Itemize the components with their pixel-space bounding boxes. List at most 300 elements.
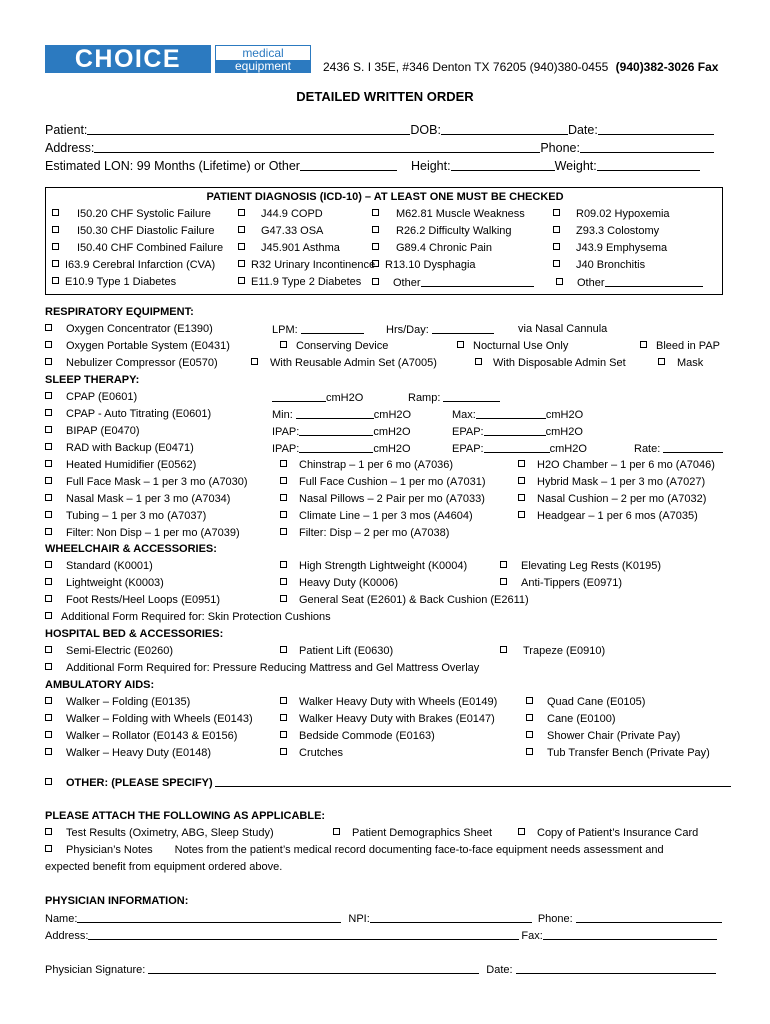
bed-additional-form-option[interactable] xyxy=(45,662,479,675)
checkbox[interactable] xyxy=(553,260,560,267)
option-label: I50.20 CHF Systolic Failure xyxy=(77,208,211,220)
ambulatory-option[interactable] xyxy=(526,730,680,743)
checkbox[interactable] xyxy=(45,845,52,852)
checkbox[interactable] xyxy=(52,260,59,267)
date-label: Date: xyxy=(567,123,598,137)
weight-field[interactable] xyxy=(597,160,700,171)
option-label: Walker – Folding (E0135) xyxy=(66,696,191,708)
checkbox[interactable] xyxy=(280,731,287,738)
ramp-field[interactable] xyxy=(443,391,500,402)
option-label: Z93.3 Colostomy xyxy=(576,225,660,237)
option-label: With Disposable Admin Set xyxy=(493,357,626,369)
option-label: Heated Humidifier (E0562) xyxy=(66,459,197,471)
ambulatory-option[interactable] xyxy=(280,696,497,709)
notes-description: Notes from the patient’s medical record documenting face-to-face equipment needs assessment and xyxy=(174,844,664,856)
sleep-supply-option[interactable] xyxy=(45,493,230,506)
checkbox[interactable] xyxy=(45,697,52,704)
option-label: Walker Heavy Duty with Brakes (E0147) xyxy=(299,713,495,725)
checkbox[interactable] xyxy=(280,494,287,501)
option-label: Oxygen Portable System (E0431) xyxy=(66,340,230,352)
option-label: Other xyxy=(393,277,421,289)
checkbox[interactable] xyxy=(45,528,52,535)
unit-label: cmH2O xyxy=(545,426,583,438)
diagnosis-option[interactable] xyxy=(238,242,340,255)
option-label: Bedside Commode (E0163) xyxy=(299,730,435,742)
physician-signature-row xyxy=(45,963,716,977)
option-label: J40 Bronchitis xyxy=(576,259,646,271)
option-label: Walker – Rollator (E0143 & E0156) xyxy=(66,730,238,742)
demographics-option[interactable] xyxy=(333,827,492,840)
option-label: Walker – Folding with Wheels (E0143) xyxy=(66,713,253,725)
checkbox[interactable] xyxy=(280,561,287,568)
checkbox[interactable] xyxy=(553,226,560,233)
option-label: E11.9 Type 2 Diabetes xyxy=(251,276,362,288)
via-nasal-cannula-text: via Nasal Cannula xyxy=(518,323,608,335)
option-label: Full Face Mask – 1 per 3 mo (A7030) xyxy=(66,476,248,488)
option-label: R32 Urinary Incontinence xyxy=(251,259,376,271)
wheelchair-option[interactable] xyxy=(280,560,467,573)
bipap-option[interactable] xyxy=(45,425,140,438)
sleep-supply-option[interactable] xyxy=(45,527,240,540)
semi-electric-option[interactable] xyxy=(45,645,173,658)
option-label: R09.02 Hypoxemia xyxy=(576,208,670,220)
checkbox[interactable] xyxy=(45,341,52,348)
unit-label: cmH2O xyxy=(373,409,412,421)
checkbox[interactable] xyxy=(45,646,52,653)
other-specify-row xyxy=(45,776,731,790)
checkbox[interactable] xyxy=(52,243,59,250)
diagnosis-option[interactable] xyxy=(238,276,361,289)
checkbox[interactable] xyxy=(45,358,52,365)
diagnosis-option[interactable] xyxy=(553,242,667,255)
insurance-card-option[interactable] xyxy=(518,827,698,840)
checkbox[interactable] xyxy=(45,748,52,755)
checkbox[interactable] xyxy=(280,697,287,704)
checkbox[interactable] xyxy=(52,226,59,233)
checkbox[interactable] xyxy=(372,243,379,250)
option-label: Lightweight (K0003) xyxy=(66,577,164,589)
test-results-option[interactable] xyxy=(45,827,274,840)
max-row xyxy=(452,408,583,422)
company-logo xyxy=(45,45,311,73)
option-label: Additional Form Required for: Pressure Reducing Mattress and Gel Mattress Overlay xyxy=(66,662,480,674)
checkbox[interactable] xyxy=(45,426,52,433)
checkbox[interactable] xyxy=(553,243,560,250)
checkbox[interactable] xyxy=(280,578,287,585)
checkbox[interactable] xyxy=(280,341,287,348)
ambulatory-option[interactable] xyxy=(45,747,211,760)
diagnosis-option[interactable] xyxy=(52,259,215,272)
checkbox[interactable] xyxy=(45,494,52,501)
checkbox[interactable] xyxy=(475,358,482,365)
height-field[interactable] xyxy=(451,160,555,171)
sleep-supply-option[interactable] xyxy=(518,459,715,472)
sleep-supply-option[interactable] xyxy=(280,493,485,506)
diagnosis-option[interactable] xyxy=(238,259,375,272)
patient-label: Patient: xyxy=(45,123,88,137)
option-label: J44.9 COPD xyxy=(261,208,323,220)
nocturnal-use-option[interactable] xyxy=(457,340,568,353)
option-label: Chinstrap – 1 per 6 mo (A7036) xyxy=(299,459,454,471)
wheelchair-additional-form-option[interactable] xyxy=(45,611,331,624)
notes-description-cont: expected benefit from equipment ordered above. xyxy=(45,861,283,873)
ambulatory-option[interactable] xyxy=(45,730,237,743)
signature-date-label: Date: xyxy=(486,964,513,976)
dob-label: DOB: xyxy=(410,123,441,137)
checkbox[interactable] xyxy=(333,828,340,835)
oxygen-concentrator-option[interactable] xyxy=(45,323,213,336)
sleep-supply-option[interactable] xyxy=(518,493,706,506)
lon-other-field[interactable] xyxy=(300,160,397,171)
option-label: Test Results (Oximetry, ABG, Sleep Study) xyxy=(66,827,274,839)
option-label: Climate Line – 1 per 3 mos (A4604) xyxy=(299,510,473,522)
address-field[interactable] xyxy=(94,142,540,153)
company-address-phone: 2436 S. I 35E, #346 Denton TX 76205 (940)380-0455 xyxy=(323,60,609,74)
wheelchair-option[interactable] xyxy=(280,594,529,607)
sleep-supply-option[interactable] xyxy=(518,510,698,523)
diagnosis-option[interactable] xyxy=(372,259,476,272)
ambulatory-option[interactable] xyxy=(280,730,435,743)
diagnosis-option[interactable] xyxy=(553,225,659,238)
checkbox[interactable] xyxy=(52,277,59,284)
checkbox[interactable] xyxy=(280,646,287,653)
phone-label: Phone: xyxy=(540,141,580,155)
phone-field[interactable] xyxy=(580,142,714,153)
sleep-supply-option[interactable] xyxy=(280,510,473,523)
npi-label: NPI: xyxy=(348,913,370,925)
physician-phone-label: Phone: xyxy=(537,913,573,925)
checkbox[interactable] xyxy=(526,731,533,738)
hospital-bed-heading: HOSPITAL BED & ACCESSORIES: xyxy=(45,628,224,640)
lpm-field[interactable] xyxy=(301,323,364,334)
sleep-supply-option[interactable] xyxy=(45,510,206,523)
option-label: Nasal Pillows – 2 Pair per mo (A7033) xyxy=(299,493,485,505)
diagnosis-option[interactable] xyxy=(553,259,645,272)
hrs-day-field[interactable] xyxy=(432,323,494,334)
address-label: Address: xyxy=(45,141,95,155)
diagnosis-option[interactable] xyxy=(372,208,525,221)
form-title: DETAILED WRITTEN ORDER xyxy=(296,89,474,104)
checkbox[interactable] xyxy=(518,477,525,484)
checkbox[interactable] xyxy=(238,277,245,284)
checkbox[interactable] xyxy=(372,209,379,216)
physician-name-row xyxy=(45,912,722,926)
checkbox[interactable] xyxy=(45,477,52,484)
physician-name-label: Name: xyxy=(45,913,78,925)
physician-address-field[interactable] xyxy=(88,929,519,940)
cpap-pressure-field[interactable] xyxy=(272,391,326,402)
checkbox[interactable] xyxy=(640,341,647,348)
ipap-field[interactable] xyxy=(299,425,373,436)
checkbox[interactable] xyxy=(372,278,379,285)
diagnosis-other-field[interactable] xyxy=(421,276,534,287)
unit-label: cmH2O xyxy=(545,409,584,421)
disposable-admin-option[interactable] xyxy=(475,357,626,370)
checkbox[interactable] xyxy=(238,243,245,250)
cpap-option[interactable] xyxy=(45,391,137,404)
option-label: High Strength Lightweight (K0004) xyxy=(299,560,468,572)
other-specify-field[interactable] xyxy=(215,776,731,787)
max-field[interactable] xyxy=(476,408,546,419)
signature-field[interactable] xyxy=(148,963,479,974)
bipap-ipap-row xyxy=(272,425,411,439)
checkbox[interactable] xyxy=(45,409,52,416)
wheelchair-option[interactable] xyxy=(45,560,153,573)
checkbox[interactable] xyxy=(52,209,59,216)
diagnosis-option[interactable] xyxy=(372,242,492,255)
diagnosis-option[interactable] xyxy=(372,225,512,238)
lpm-field-row xyxy=(272,323,364,337)
checkbox[interactable] xyxy=(45,392,52,399)
option-label: I63.9 Cerebral Infarction (CVA) xyxy=(65,259,216,271)
sleep-supply-option[interactable] xyxy=(280,527,449,540)
ramp-label: Ramp: xyxy=(408,392,441,404)
sleep-supply-option[interactable] xyxy=(45,476,248,489)
diagnosis-option[interactable] xyxy=(553,208,670,221)
option-label: Trapeze (E0910) xyxy=(523,645,606,657)
option-label: Foot Rests/Heel Loops (E0951) xyxy=(66,594,221,606)
option-label: Oxygen Concentrator (E1390) xyxy=(66,323,213,335)
unit-label: cmH2O xyxy=(373,443,411,455)
option-label: R13.10 Dysphagia xyxy=(385,259,476,271)
diagnosis-option[interactable] xyxy=(52,225,215,238)
rate-label: Rate: xyxy=(634,443,661,455)
option-label: General Seat (E2601) & Back Cushion (E2611) xyxy=(299,594,529,606)
epap-field[interactable] xyxy=(484,425,546,436)
option-label: Cane (E0100) xyxy=(547,713,616,725)
physician-name-field[interactable] xyxy=(77,912,341,923)
option-label: I50.30 CHF Diastolic Failure xyxy=(77,225,215,237)
min-row xyxy=(272,408,411,422)
diagnosis-title: PATIENT DIAGNOSIS (ICD-10) – AT LEAST ONE MUST BE CHECKED xyxy=(206,191,564,203)
checkbox[interactable] xyxy=(45,561,52,568)
checkbox[interactable] xyxy=(518,828,525,835)
checkbox[interactable] xyxy=(280,460,287,467)
patient-name-field[interactable] xyxy=(87,124,410,135)
checkbox[interactable] xyxy=(45,714,52,721)
cpap-pressure-row xyxy=(272,391,363,405)
option-label: G47.33 OSA xyxy=(261,225,324,237)
checkbox[interactable] xyxy=(45,578,52,585)
ipap-field[interactable] xyxy=(299,442,373,453)
checkbox[interactable] xyxy=(500,561,507,568)
checkbox[interactable] xyxy=(45,731,52,738)
wheelchair-option[interactable] xyxy=(45,577,164,590)
option-label: Conserving Device xyxy=(296,340,389,352)
checkbox[interactable] xyxy=(526,714,533,721)
unit-label: cmH2O xyxy=(326,392,364,404)
checkbox[interactable] xyxy=(280,714,287,721)
diagnosis-option[interactable] xyxy=(52,242,223,255)
ipap-label: IPAP: xyxy=(272,443,300,455)
physician-heading: PHYSICIAN INFORMATION: xyxy=(45,895,189,907)
physician-address-row xyxy=(45,929,717,943)
checkbox[interactable] xyxy=(280,511,287,518)
reusable-admin-option[interactable] xyxy=(251,357,437,370)
cpap-auto-option[interactable] xyxy=(45,408,211,421)
conserving-device-option[interactable] xyxy=(280,340,388,353)
npi-field[interactable] xyxy=(370,912,532,923)
diagnosis-option[interactable] xyxy=(238,208,323,221)
ipap-label: IPAP: xyxy=(272,426,300,438)
sleep-supply-option[interactable] xyxy=(45,459,196,472)
option-label: Full Face Cushion – 1 per mo (A7031) xyxy=(299,476,486,488)
logo-equipment-text: equipment xyxy=(216,60,310,73)
wheelchair-option[interactable] xyxy=(500,560,661,573)
option-label: Standard (K0001) xyxy=(66,560,153,572)
rad-epap-row xyxy=(452,442,587,456)
unit-label: cmH2O xyxy=(549,443,587,455)
checkbox[interactable] xyxy=(518,460,525,467)
sleep-supply-option[interactable] xyxy=(518,476,705,489)
checkbox[interactable] xyxy=(45,595,52,602)
checkbox[interactable] xyxy=(238,260,245,267)
option-label: CPAP - Auto Titrating (E0601) xyxy=(66,408,212,420)
option-label: Tubing – 1 per 3 mo (A7037) xyxy=(66,510,207,522)
rad-ipap-row xyxy=(272,442,411,456)
checkbox[interactable] xyxy=(457,341,464,348)
checkbox[interactable] xyxy=(526,748,533,755)
signature-date-field[interactable] xyxy=(516,963,716,974)
option-label: Headgear – 1 per 6 mos (A7035) xyxy=(537,510,698,522)
physician-phone-field[interactable] xyxy=(576,912,722,923)
sleep-supply-option[interactable] xyxy=(280,459,453,472)
option-label: Other xyxy=(577,277,605,289)
option-label: Filter: Disp – 2 per mo (A7038) xyxy=(299,527,450,539)
wheelchair-option[interactable] xyxy=(280,577,398,590)
bleed-in-pap-option[interactable] xyxy=(640,340,720,353)
physician-fax-label: Fax: xyxy=(521,930,543,942)
physician-notes-option[interactable] xyxy=(45,844,664,857)
ambulatory-option[interactable] xyxy=(280,713,495,726)
ambulatory-heading: AMBULATORY AIDS: xyxy=(45,679,155,691)
option-label: Bleed in PAP xyxy=(656,340,721,352)
diagnosis-option[interactable] xyxy=(52,276,176,289)
option-label: H2O Chamber – 1 per 6 mo (A7046) xyxy=(537,459,715,471)
ramp-row xyxy=(408,391,500,405)
option-label: Tub Transfer Bench (Private Pay) xyxy=(547,747,710,759)
checkbox[interactable] xyxy=(500,646,507,653)
signature-label: Physician Signature: xyxy=(45,964,146,976)
epap-field[interactable] xyxy=(484,442,550,453)
rate-field[interactable] xyxy=(663,442,723,453)
diagnosis-option[interactable] xyxy=(238,225,323,238)
checkbox[interactable] xyxy=(238,209,245,216)
checkbox[interactable] xyxy=(526,697,533,704)
patient-lift-option[interactable] xyxy=(280,645,393,658)
option-label: Additional Form Required for: Skin Protection Cushions xyxy=(61,611,331,623)
checkbox[interactable] xyxy=(45,324,52,331)
ambulatory-option[interactable] xyxy=(45,696,190,709)
dob-field[interactable] xyxy=(441,124,568,135)
option-label: G89.4 Chronic Pain xyxy=(396,242,492,254)
epap-label: EPAP: xyxy=(452,426,484,438)
physician-fax-field[interactable] xyxy=(543,929,717,940)
option-label: E10.9 Type 1 Diabetes xyxy=(65,276,177,288)
checkbox[interactable] xyxy=(518,494,525,501)
lon-label: Estimated LON: 99 Months (Lifetime) or Other xyxy=(45,159,300,173)
option-label: Nocturnal Use Only xyxy=(473,340,569,352)
ambulatory-option[interactable] xyxy=(526,713,616,726)
option-label: M62.81 Muscle Weakness xyxy=(396,208,525,220)
checkbox[interactable] xyxy=(280,477,287,484)
ambulatory-option[interactable] xyxy=(526,747,710,760)
patient-lon-row xyxy=(45,159,700,174)
checkbox[interactable] xyxy=(45,612,52,619)
checkbox[interactable] xyxy=(280,595,287,602)
respiratory-heading: RESPIRATORY EQUIPMENT: xyxy=(45,306,194,318)
checkbox[interactable] xyxy=(518,511,525,518)
company-fax: (940)382-3026 Fax xyxy=(615,60,719,74)
option-label: R26.2 Difficulty Walking xyxy=(396,225,512,237)
diagnosis-option[interactable] xyxy=(52,208,211,221)
ambulatory-option[interactable] xyxy=(280,747,343,760)
option-label: RAD with Backup (E0471) xyxy=(66,442,194,454)
date-field[interactable] xyxy=(598,124,714,135)
option-label: CPAP (E0601) xyxy=(66,391,138,403)
checkbox[interactable] xyxy=(45,511,52,518)
checkbox[interactable] xyxy=(251,358,258,365)
physician-address-label: Address: xyxy=(45,930,89,942)
rad-option[interactable] xyxy=(45,442,194,455)
sleep-therapy-heading: SLEEP THERAPY: xyxy=(45,374,140,386)
patient-name-row xyxy=(45,123,714,138)
checkbox[interactable] xyxy=(553,209,560,216)
diagnosis-option[interactable] xyxy=(556,276,703,290)
checkbox[interactable] xyxy=(556,278,563,285)
unit-label: cmH2O xyxy=(373,426,411,438)
min-label: Min: xyxy=(272,409,293,421)
option-label: Anti-Tippers (E0971) xyxy=(521,577,623,589)
weight-label: Weight: xyxy=(554,159,597,173)
min-field[interactable] xyxy=(296,408,374,419)
logo-medical-text: medical xyxy=(242,46,284,60)
diagnosis-option[interactable] xyxy=(372,276,534,290)
checkbox[interactable] xyxy=(45,663,52,670)
option-label: Quad Cane (E0105) xyxy=(547,696,646,708)
ambulatory-option[interactable] xyxy=(526,696,645,709)
sleep-supply-option[interactable] xyxy=(280,476,485,489)
checkbox[interactable] xyxy=(45,460,52,467)
company-address xyxy=(323,60,718,74)
option-label: BIPAP (E0470) xyxy=(66,425,140,437)
logo-medical-equipment xyxy=(215,45,311,73)
oxygen-portable-option[interactable] xyxy=(45,340,230,353)
checkbox[interactable] xyxy=(280,748,287,755)
ambulatory-option[interactable] xyxy=(45,713,253,726)
mask-option[interactable] xyxy=(658,357,703,370)
option-label: Nebulizer Compressor (E0570) xyxy=(66,357,218,369)
checkbox[interactable] xyxy=(280,528,287,535)
checkbox[interactable] xyxy=(238,226,245,233)
checkbox[interactable] xyxy=(45,828,52,835)
diagnosis-other-field[interactable] xyxy=(605,276,703,287)
checkbox[interactable] xyxy=(500,578,507,585)
checkbox[interactable] xyxy=(372,260,379,267)
checkbox[interactable] xyxy=(45,443,52,450)
checkbox[interactable] xyxy=(372,226,379,233)
trapeze-option[interactable] xyxy=(500,645,605,658)
other-label: OTHER: (PLEASE SPECIFY) xyxy=(66,777,213,789)
height-label: Height: xyxy=(410,159,451,173)
nebulizer-option[interactable] xyxy=(45,357,218,370)
rate-row xyxy=(634,442,723,456)
wheelchair-option[interactable] xyxy=(500,577,622,590)
option-label: Heavy Duty (K0006) xyxy=(299,577,399,589)
checkbox[interactable] xyxy=(658,358,665,365)
checkbox[interactable] xyxy=(45,778,52,785)
wheelchair-option[interactable] xyxy=(45,594,220,607)
